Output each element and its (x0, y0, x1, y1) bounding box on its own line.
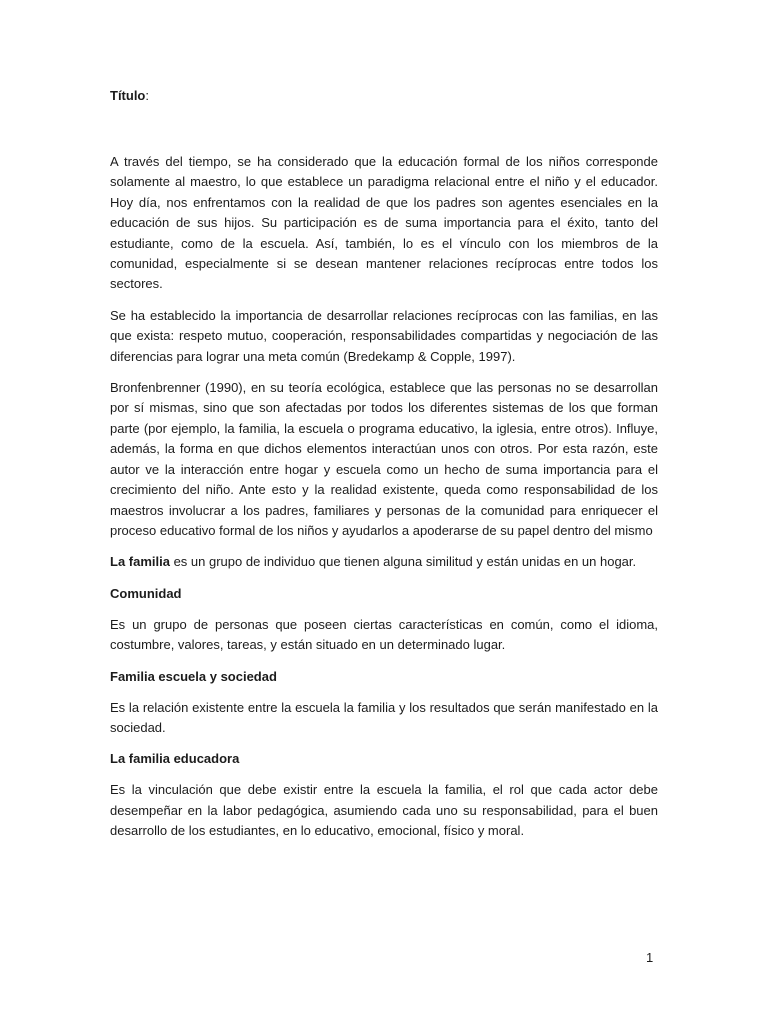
document-body (110, 86, 658, 853)
paragraph-reciprocal-relations: Se ha establecido la importancia de desarrollar relaciones recíprocas con las familias, en las que exista: respeto mutuo, cooperación, responsabilidades compartidas y negociación de las diferencias para lograr una meta común (Bredekamp & Copple, 1997). (110, 307, 658, 364)
paragraph-bronfenbrenner: Bronfenbrenner (1990), en su teoría ecológica, establece que las personas no se desarrollan por sí mismas, sino que son afectadas por todos los diferentes sistemas de los que forman parte (por ejemplo, la familia, la escuela o programa educativo, la iglesia, entre otros). Influye, además, la forma en que dichos elementos interactúan unos con otros. Por esta razón, este autor ve la interacción entre hogar y escuela como un hecho de suma importancia para el crecimiento del niño. Ante esto y la realidad existente, queda como responsabilidad de los maestros involucrar a los padres, familiares y personas de la comunidad para enriquecer el proceso educativo formal de los niños y ayudarlos a apoderarse de su papel dentro del mismo (110, 380, 658, 538)
title-line (110, 86, 658, 106)
heading-familia-escuela-sociedad: Familia escuela y sociedad (110, 668, 277, 684)
title-label: Título (110, 88, 146, 103)
familia-definition: es un grupo de individuo que tienen alguna similitud y están unidas en un hogar. (169, 554, 637, 570)
paragraph-intro: A través del tiempo, se ha considerado que la educación formal de los niños corresponde solamente al maestro, lo que establece un paradigma relacional entre el niño y el educador. Hoy día, nos enfrentamos con la realidad de que los padres son agentes esenciales en la educación de sus hijos. Su participación es de suma importancia para el éxito, tanto del estudiante, como de la escuela. Así, también, lo es el vínculo con los miembros de la comunidad, especialmente si se desean mantener relaciones recíprocas entre todos los sectores. (110, 154, 658, 292)
paragraph-familia-escuela-sociedad: Es la relación existente entre la escuela la familia y los resultados que serán manifestado en la sociedad. (110, 699, 658, 735)
title-colon: : (145, 88, 150, 103)
heading-comunidad: Comunidad (110, 585, 182, 601)
familia-term: La familia (110, 554, 170, 570)
heading-familia-educadora: La familia educadora (110, 751, 240, 767)
paragraph-comunidad: Es un grupo de personas que poseen ciertas características en común, como el idioma, costumbre, valores, tareas, y están situado en un determinado lugar. (110, 616, 658, 653)
page-number: 1 (646, 950, 654, 965)
paragraph-familia-educadora: Es la vinculación que debe existir entre la escuela la familia, el rol que cada actor debe desempeñar en la labor pedagógica, asumiendo cada uno su responsabilidad, para el buen desarrollo de los estudiantes, en lo educativo, emocional, físico y moral. (110, 782, 658, 839)
paragraph-familia-definition (110, 552, 658, 572)
